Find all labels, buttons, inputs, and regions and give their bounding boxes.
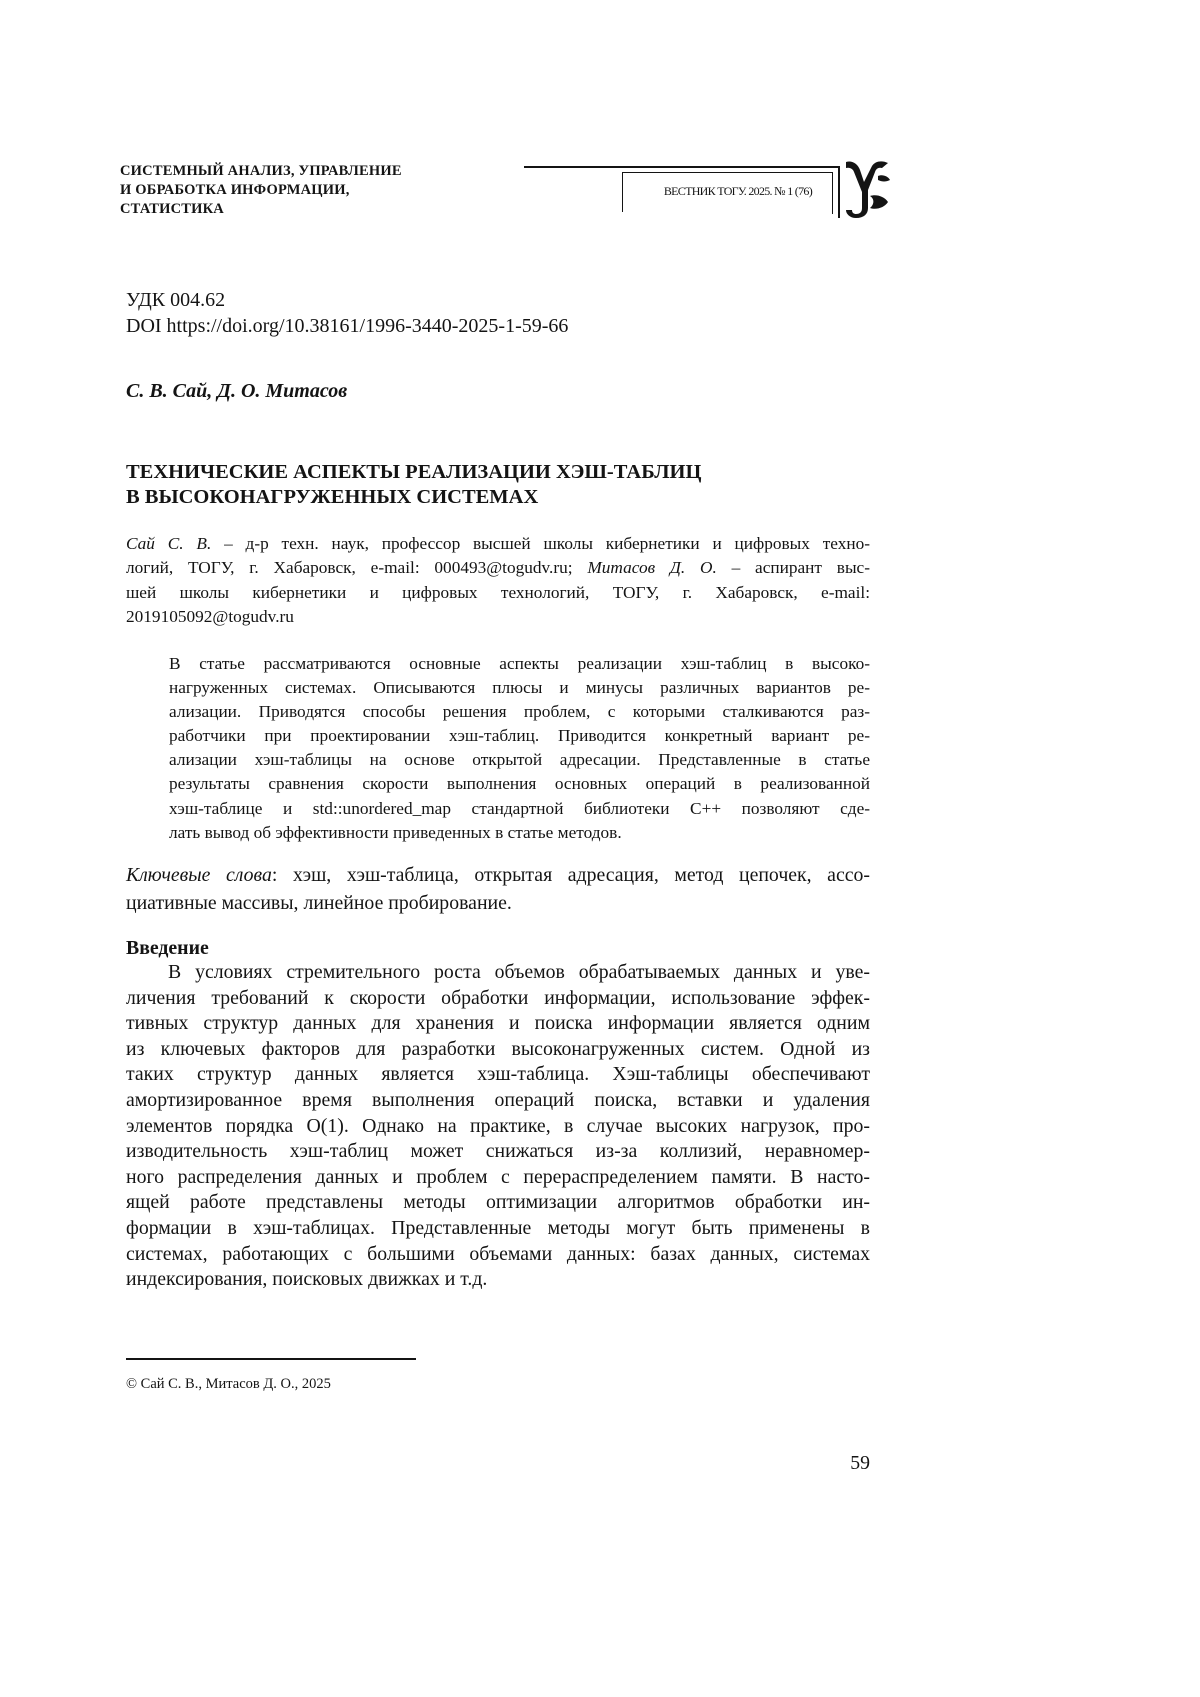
author1-description: – д-р техн. наук, профессор высшей школы кибернетики и цифровых техно- xyxy=(211,534,870,553)
journal-reference: ВЕСТНИК ТОГУ. 2025. № 1 (76) xyxy=(663,184,812,198)
author1-name: Сай С. В. xyxy=(126,534,212,553)
keywords xyxy=(126,861,870,917)
title-line: ТЕХНИЧЕСКИЕ АСПЕКТЫ РЕАЛИЗАЦИИ ХЭШ-ТАБЛИЦ xyxy=(126,461,702,483)
intro-line: индексирования, поисковых движках и т.д. xyxy=(126,1268,488,1291)
abstract xyxy=(169,652,870,845)
intro-line: ного распределения данных и проблем с перераспределением памяти. В насто- xyxy=(126,1165,870,1188)
udc-doi-block xyxy=(126,287,568,339)
header-rule-right-vertical xyxy=(832,172,833,214)
header-rule-top xyxy=(524,166,838,168)
intro-line: системах, работающих с большими объемами данных: базах данных, системах xyxy=(126,1242,870,1265)
section-header-line: И ОБРАБОТКА ИНФОРМАЦИИ, xyxy=(120,182,350,198)
header-rule-outer-vertical xyxy=(838,166,840,218)
author-info-line xyxy=(126,532,870,556)
abstract-line: результаты сравнения скорости выполнения основных операций в реализованной xyxy=(169,774,870,794)
author-info-line: 2019105092@togudv.ru xyxy=(126,606,294,626)
intro-line: изводительность хэш-таблиц может снижаться из-за коллизий, неравномер- xyxy=(126,1140,870,1163)
abstract-line: В статье рассматриваются основные аспекты реализации хэш-таблиц в высоко- xyxy=(169,654,870,673)
title-line: В ВЫСОКОНАГРУЖЕННЫХ СИСТЕМАХ xyxy=(126,486,539,508)
intro-line: таких структур данных является хэш-таблица. Хэш-таблицы обеспечивают xyxy=(126,1063,870,1086)
section-header xyxy=(120,162,460,219)
authors: С. В. Сай, Д. О. Митасов xyxy=(126,380,348,402)
abstract-line: лать вывод об эффективности приведенных в статье методов. xyxy=(169,822,622,842)
header-rule-inner xyxy=(622,172,832,173)
doi-link[interactable]: DOI https://doi.org/10.38161/1996-3440-2025-1-59-66 xyxy=(126,315,569,337)
section-header-line: СИСТЕМНЫЙ АНАЛИЗ, УПРАВЛЕНИЕ xyxy=(120,163,402,179)
intro-line: ящей работе представлены методы оптимизации алгоритмов обработки ин- xyxy=(126,1191,870,1214)
keywords-line xyxy=(126,861,870,889)
intro-line: тивных структур данных для хранения и поиска информации является одним xyxy=(126,1012,870,1035)
intro-line: личения требований к скорости обработки информации, использование эффек- xyxy=(126,986,870,1009)
section-header-line: СТАТИСТИКА xyxy=(120,201,224,217)
intro-body xyxy=(126,960,870,1293)
header-rule-left-vertical xyxy=(622,172,623,212)
intro-heading: Введение xyxy=(126,937,209,959)
abstract-line: хэш-таблице и std::unordered_map стандартной библиотеки С++ позволяют сде- xyxy=(169,798,870,818)
article-title xyxy=(126,460,701,510)
copyright-footnote: © Сай С. В., Митасов Д. О., 2025 xyxy=(126,1376,331,1392)
intro-line: из ключевых факторов для разработки высоконагруженных систем. Одной из xyxy=(126,1037,870,1060)
abstract-line: ализации хэш-таблицы на основе открытой адресации. Представленные в статье xyxy=(169,750,870,770)
intro-line: амортизированное время выполнения операций поиска, вставки и удаления xyxy=(126,1088,870,1111)
togu-logo-icon xyxy=(842,158,892,225)
keywords-line: циативные массивы, линейное пробирование. xyxy=(126,892,512,914)
abstract-line: нагруженных системах. Описываются плюсы и минусы различных вариантов ре- xyxy=(169,678,870,698)
abstract-line: работчики при проектировании хэш-таблиц. Приводится конкретный вариант ре- xyxy=(169,726,870,746)
intro-line: В условиях стремительного роста объемов обрабатываемых данных и уве- xyxy=(168,961,870,983)
footnote-rule xyxy=(126,1358,416,1360)
udc-code: УДК 004.62 xyxy=(126,289,226,311)
author2-description: – аспирант выс- xyxy=(716,558,870,578)
page-number: 59 xyxy=(850,1452,870,1474)
author-info-line: шей школы кибернетики и цифровых технологий, ТОГУ, г. Хабаровск, e-mail: xyxy=(126,582,870,602)
author1-affiliation: логий, ТОГУ, г. Хабаровск, e-mail: 000493@togudv.ru; xyxy=(126,558,588,578)
author2-name: Митасов Д. О. xyxy=(587,558,717,578)
intro-line: элементов порядка O(1). Однако на практике, в случае высоких нагрузок, про- xyxy=(126,1114,870,1137)
abstract-line: ализации. Приводятся способы решения проблем, с которыми сталкиваются раз- xyxy=(169,702,870,722)
keywords-text: : хэш, хэш-таблица, открытая адресация, метод цепочек, ассо- xyxy=(271,864,870,886)
keywords-label: Ключевые слова xyxy=(126,864,272,886)
author-info xyxy=(126,532,870,629)
intro-line: формации в хэш-таблицах. Представленные методы могут быть применены в xyxy=(126,1216,870,1239)
author-info-line xyxy=(126,556,870,580)
